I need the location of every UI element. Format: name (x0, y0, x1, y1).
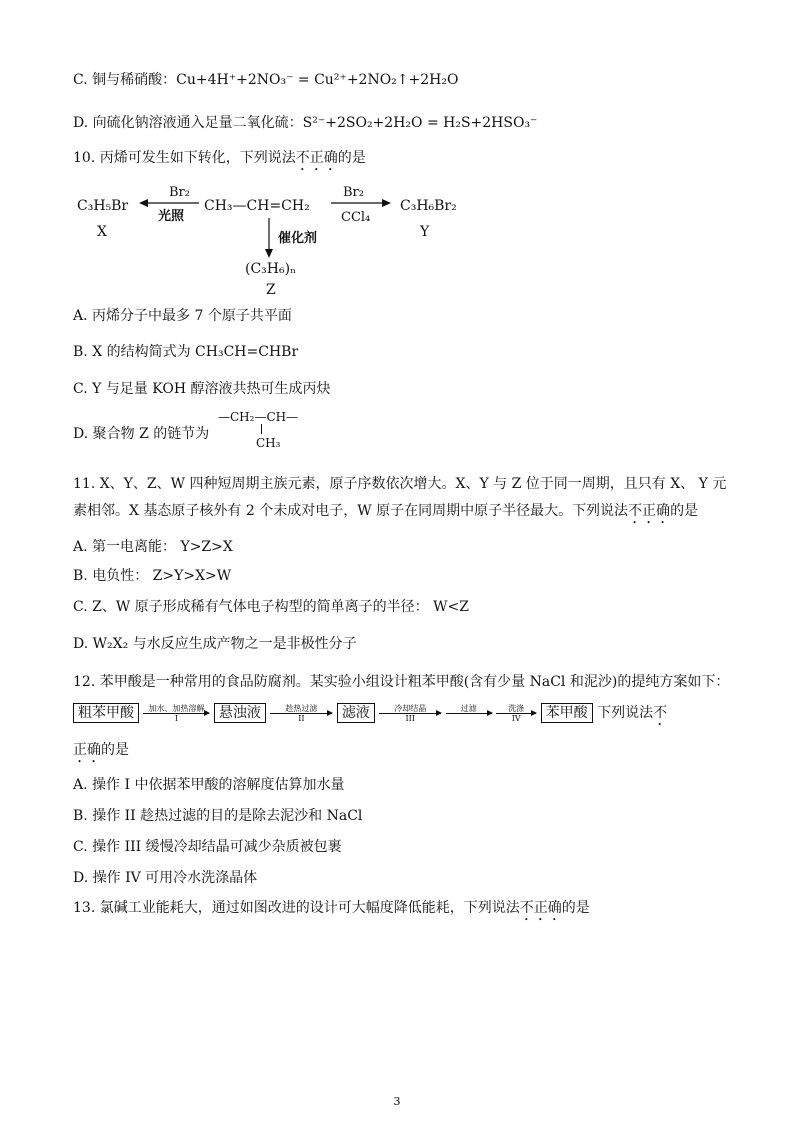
q10-reaction-scheme (73, 180, 493, 300)
flow-arrow-5-label: 洗涤 (508, 703, 525, 713)
flow-arrow-4-step (446, 714, 492, 723)
q10-option-d (73, 424, 209, 444)
scheme-left-arrowhead (139, 199, 148, 207)
q12-stem: 12. 苯甲酸是一种常用的食品防腐剂。某实验小组设计粗苯甲酸(含有少量 NaCl 和泥沙)的提纯方案如下： (73, 674, 730, 690)
flow-box-filtrate: 滤液 (337, 703, 375, 723)
q12-option-a: A. 操作 I 中依据苯甲酸的溶解度估算加水量 (73, 777, 345, 793)
scheme-down-reagent: 催化剂 (278, 231, 318, 246)
flow-arrow-4-label: 过滤 (460, 703, 477, 713)
repeat-unit-bond (261, 424, 262, 434)
scheme-left-label: X (97, 224, 107, 240)
scheme-down-arrowhead (265, 249, 273, 258)
flow-arrow-1-label: 加水、加热溶解 (148, 703, 205, 713)
flow-arrow-3-step: III (405, 713, 415, 723)
q9-option-c-equation: Cu+4H⁺+2NO₃⁻ = Cu²⁺+2NO₂↑+2H₂O (176, 72, 459, 88)
flow-box-product: 苯甲酸 (541, 703, 593, 723)
q11-stem-line1: 11. X、Y、Z、W 四种短周期主族元素，原子序数依次增大。X、Y 与 Z 位于同一周期，且只有 X、 Y 元 (73, 476, 727, 492)
flow-box-crude: 粗苯甲酸 (73, 703, 139, 723)
q10-option-a: A. 丙烯分子中最多 7 个原子共平面 (73, 308, 292, 324)
flow-arrow-5 (496, 704, 536, 723)
flow-arrow-1-step: I (174, 713, 179, 723)
q9-option-c-prefix: C. 铜与稀硝酸： (73, 72, 177, 88)
q12-option-c: C. 操作 III 缓慢冷却结晶可减少杂质被包裹 (73, 839, 342, 855)
q9-option-c (73, 70, 458, 90)
scheme-left-reagent-bottom: 光照 (158, 209, 185, 224)
scheme-right-label: Y (420, 224, 430, 240)
scheme-left-product: C₃H₅Br (77, 198, 129, 214)
flow-arrow-1 (143, 704, 209, 723)
q12-tail-emphasis: 不 (653, 705, 668, 721)
q9-option-d-prefix: D. 向硫化钠溶液通入足量二氧化硫： (73, 115, 303, 131)
q13-stem-before: 13. 氯碱工业能耗大，通过如图改进的设计可大幅度降低能耗，下列说法 (73, 900, 520, 916)
flow-arrow-2-step: II (298, 713, 305, 723)
flow-arrow-3-label: 冷却结晶 (394, 703, 427, 713)
q10-stem-before: 10. 丙烯可发生如下转化，下列说法 (73, 150, 296, 166)
scheme-bottom-label: Z (266, 282, 276, 298)
q12-option-b: B. 操作 II 趁热过滤的目的是除去泥沙和 NaCl (73, 808, 363, 824)
q10-option-d-prefix: D. 聚合物 Z 的链节为 (73, 426, 210, 442)
scheme-center-molecule: CH₃—CH=CH₂ (204, 198, 310, 214)
q10-option-b: B. X 的结构简式为 CH₃CH=CHBr (73, 344, 299, 360)
q11-option-c: C. Z、W 原子形成稀有气体电子构型的简单离子的半径： W<Z (73, 599, 469, 615)
q11-stem-emphasis: 不正确 (628, 503, 671, 519)
scheme-left-reagent-top: Br₂ (169, 185, 190, 200)
q11-option-d: D. W₂X₂ 与水反应生成产物之一是非极性分子 (73, 636, 357, 652)
flow-arrow-5-step: IV (511, 713, 521, 723)
q13-stem-emphasis: 不正确 (519, 900, 562, 916)
q13-stem (73, 898, 590, 924)
q12-stem-continuation (73, 740, 129, 766)
q9-option-d-equation: S²⁻+2SO₂+2H₂O = H₂S+2HSO₃⁻ (302, 115, 538, 131)
q12-option-d: D. 操作 IV 可用冷水洗涤晶体 (73, 870, 258, 886)
flow-arrow-2 (270, 704, 332, 723)
q11-option-a: A. 第一电离能： Y>Z>X (73, 539, 233, 555)
q11-stem-before: 素相邻。X 基态原子核外有 2 个未成对电子，W 原子在同周期中原子半径最大。下列说法 (73, 503, 629, 519)
q10-stem-after: 的是 (337, 150, 366, 166)
q10-stem (73, 148, 366, 174)
q10-option-d-repeat-unit (218, 410, 299, 450)
q11-stem-after: 的是 (670, 503, 699, 519)
flow-box-suspension: 悬浊液 (214, 703, 266, 723)
q12-flow (73, 703, 667, 729)
q10-option-c: C. Y 与足量 KOH 醇溶液共热可生成丙炔 (73, 381, 331, 397)
q10-stem-emphasis: 不正确 (295, 150, 338, 166)
q12-cont-after: 的是 (101, 742, 129, 758)
flow-arrow-4 (446, 704, 492, 723)
q12-cont-emphasis: 正确 (73, 742, 101, 758)
repeat-unit-branch: CH₃ (256, 436, 281, 450)
page-number: 3 (393, 1095, 401, 1108)
flow-arrow-2-label: 趁热过滤 (285, 703, 318, 713)
q11-option-b: B. 电负性： Z>Y>X>W (73, 568, 232, 584)
q11-stem-line2 (73, 501, 698, 527)
scheme-right-product: C₃H₆Br₂ (400, 198, 457, 214)
q12-tail-before: 下列说法 (597, 705, 654, 721)
q13-stem-after: 的是 (561, 900, 590, 916)
repeat-unit-chain: —CH₂—CH— (218, 410, 299, 424)
q9-option-d (73, 113, 537, 133)
scheme-right-reagent-top: Br₂ (343, 185, 364, 200)
scheme-right-reagent-bottom: CCl₄ (341, 210, 371, 225)
scheme-right-arrowhead (382, 199, 391, 207)
scheme-bottom-product: (C₃H₆)ₙ (245, 261, 297, 277)
flow-arrow-3 (379, 704, 441, 723)
